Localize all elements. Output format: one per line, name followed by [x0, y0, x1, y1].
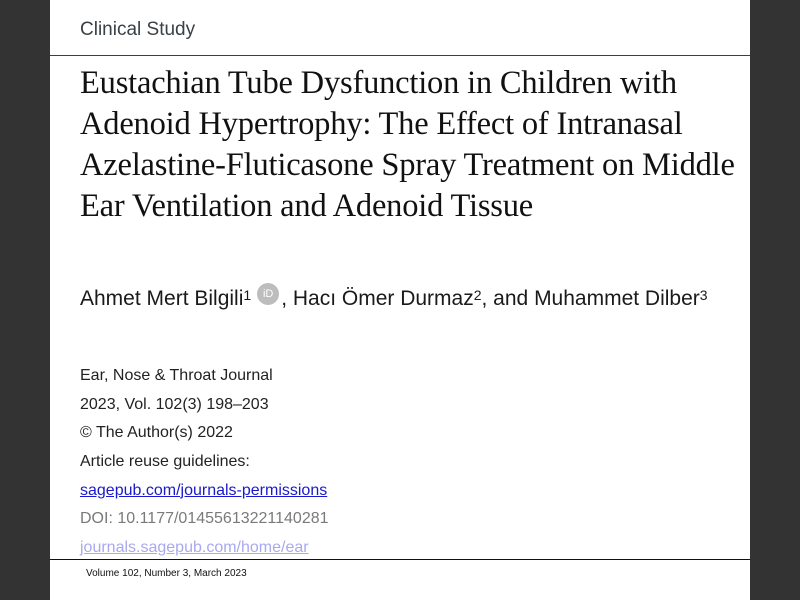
permissions-link[interactable]: sagepub.com/journals-permissions [80, 481, 328, 499]
separator: , [281, 287, 293, 310]
author-name: Muhammet Dilber [534, 287, 700, 310]
journal-name: Ear, Nose & Throat Journal [80, 367, 273, 384]
author-name: Ahmet Mert Bilgili [80, 287, 244, 310]
header-divider [50, 55, 750, 56]
affiliation-marker: 1 [243, 287, 252, 303]
author-list [80, 283, 740, 314]
article-title: Eustachian Tube Dysfunction in Children with Adenoid Hypertrophy: The Effect of Intranasal Azelastine-Fluticasone Spray Treatment on Middle Ear Ventilation and Adenoid Tissue [80, 65, 735, 224]
author-name: Hacı Ömer Durmaz [292, 287, 474, 310]
journal-home-link[interactable]: journals.sagepub.com/home/ear [80, 539, 309, 557]
affiliation-marker: 3 [699, 287, 708, 303]
separator: , and [481, 287, 535, 310]
copyright: © The Author(s) 2022 [80, 424, 233, 442]
doi: DOI: 10.1177/01455613221140281 [80, 510, 329, 528]
footer-divider [50, 559, 750, 560]
reuse-label: Article reuse guidelines: [80, 453, 250, 471]
volume-info: 2023, Vol. 102(3) 198–203 [80, 395, 269, 413]
paper-page [50, 0, 750, 600]
issue-footer: Volume 102, Number 3, March 2023 [86, 568, 247, 579]
affiliation-marker: 2 [473, 287, 482, 303]
orcid-icon[interactable]: iD [257, 283, 279, 305]
journal-meta [80, 364, 329, 565]
article-category: Clinical Study [80, 19, 196, 40]
